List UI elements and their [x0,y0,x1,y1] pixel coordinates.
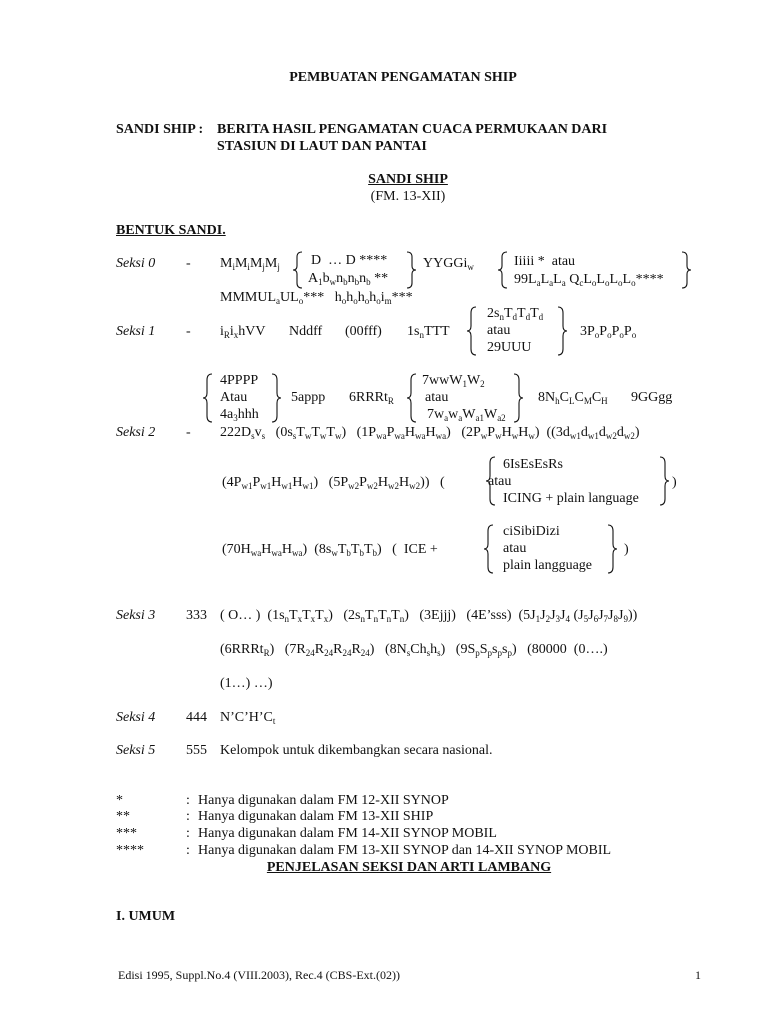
code-group: ) [672,475,677,490]
code-group: $(4P_{w1}P_{w1}H_{w1}H_{w1})$ $(5P_{w2}P_{w2}H_{w2}H_{w2})$) ( [222,475,445,491]
note-separator: : [186,809,190,824]
note-mark: * [116,793,123,808]
seksi-1-label: Seksi 1 [116,324,156,339]
code-group: Nddff [289,324,323,339]
code-group: $M_iM_iM_jM_j$ [220,256,280,272]
code-group: $7w_aw_aW_{a1}W_{a2}$ [427,407,506,423]
code-group: $4a_3hhh$ [220,407,259,423]
code-group: ) [624,542,629,557]
code-group: $99L_aL_aL_a$ $Q_cL_oL_oL_oL_o****$ [514,272,664,288]
left-brace-icon [497,251,509,289]
page-number: 1 [695,968,701,982]
seksi-5-description: Kelompok untuk dikembangkan secara nasional. [220,743,493,758]
left-brace-icon [292,251,304,289]
atau-label: atau [551,254,576,269]
sandi-ship-description-line1: BERITA HASIL PENGAMATAN CUACA PERMUKAAN DARI [217,122,608,137]
left-brace-icon [483,524,495,574]
bentuk-sandi-heading: BENTUK SANDI. [116,223,226,238]
note-text: Hanya digunakan dalam FM 12-XII SYNOP [198,793,449,808]
sandi-ship-description-line2: STASIUN DI LAUT DAN PANTAI [217,139,427,154]
atau-label: atau [487,323,511,338]
left-brace-icon [202,373,214,423]
atau-label: atau [488,474,512,489]
seksi-5-label: Seksi 5 [116,743,156,758]
note-text: Hanya digunakan dalam FM 13-XII SYNOP dan 14-XII SYNOP MOBIL [198,843,612,858]
code-group: $3P_oP_oP_oP_o$ [580,324,637,340]
right-brace-icon [680,251,692,289]
atau-label: Atau [220,390,248,405]
seksi-4-number: 444 [186,710,207,725]
seksi-4-label: Seksi 4 [116,710,156,725]
left-brace-icon [466,306,478,356]
sandi-ship-label: SANDI SHIP : [116,122,204,137]
sandi-ship-subtitle: SANDI SHIP [368,172,448,187]
fm-number: (FM. 13-XII) [370,189,446,204]
code-group: $2s_nT_dT_dT_d$ [487,306,544,322]
atau-label: atau [503,541,527,556]
icing-plain-language: ICING + plain language [503,491,639,506]
code-group: Iiiii * atau [514,254,576,269]
seksi-5-number: 555 [186,743,207,758]
code-group: $A_1b_wn_bn_bn_b$ ** [308,271,389,287]
code-group: (1…) …) [220,676,273,691]
right-brace-icon [270,373,282,423]
code-group: ciSibiDizi [503,524,560,539]
note-mark: *** [116,826,137,841]
penjelasan-heading: PENJELASAN SEKSI DAN ARTI LAMBANG [266,860,552,875]
note-mark: **** [116,843,144,858]
code-group: 6IsEsEsRs [503,457,563,472]
document-title: PEMBUATAN PENGAMATAN SHIP [289,70,517,85]
footer-edition: Edisi 1995, Suppl.No.4 (VIII.2003), Rec.4 (CBS-Ext.(02)) [118,968,400,982]
code-group: D … D **** [311,253,388,268]
code-group: 4PPPP [220,373,259,388]
code-group: $7wwW_1W_2$ [422,373,485,389]
seksi-3-number: 333 [186,608,207,623]
note-text: Hanya digunakan dalam FM 13-XII SHIP [198,809,434,824]
right-brace-icon [658,456,670,506]
code-group: $1s_nTTT$ [407,324,450,340]
seksi-1-dash: - [186,324,191,339]
seksi-0-label: Seksi 0 [116,256,156,271]
note-text: Hanya digunakan dalam FM 14-XII SYNOP MOBIL [198,826,497,841]
code-group: $(70H_{wa}H_{wa}H_{wa})$ $(8s_wT_bT_bT_b)$ ( ICE + [222,542,438,558]
code-group: $222D_sv_s$ $(0s_sT_wT_wT_w)$ $(1P_{wa}P_{wa}H_{wa}H_{wa})$ $(2P_wP_wH_wH_w)$ ($(3d_{w1}d_{w1}d_{w2}d_{w2})$ [220,425,640,441]
right-brace-icon [556,306,568,356]
note-separator: : [186,793,190,808]
seksi-0-dash: - [186,256,191,271]
plain-language: plain langguage [503,558,593,573]
code-group: 29UUU [487,340,532,355]
code-group: 9GGgg [631,390,673,405]
umum-heading: I. UMUM [116,909,176,924]
note-separator: : [186,826,190,841]
code-group: 5appp [291,390,326,405]
right-brace-icon [405,251,417,289]
code-group: (6RRRt$_R$) $(7R_{24}R_{24}R_{24}R_{24})$ $(8N_sCh_sh_s)$ $(9S_pS_ps_ps_p)$ (80000 (0….) [220,642,608,658]
right-brace-icon [606,524,618,574]
seksi-2-dash: - [186,425,191,440]
code-group: $i_Ri_xhVV$ [220,324,266,340]
code-group: ( O… ) $(1s_nT_xT_xT_x)$ $(2s_nT_nT_nT_n)$ (3Ejjj) (4E’sss) ($5J_1J_2J_3J_4$ $(J_5J_6J_7J_8J_9)$) [220,608,638,624]
note-separator: : [186,843,190,858]
atau-label: atau [425,390,449,405]
code-group: YYGGi$_w$ [423,256,474,272]
right-brace-icon [512,373,524,423]
seksi-3-label: Seksi 3 [116,608,156,623]
code-group: $N’C’H’C_t$ [220,710,276,726]
code-group: $MMMUL_aUL_o***$ $h_oh_oh_oh_oi_m***$ [220,290,413,306]
code-group: 6RRRt$_R$ [349,390,394,406]
note-mark: ** [116,809,130,824]
code-group: (00fff) [345,324,382,339]
left-brace-icon [406,373,418,423]
seksi-2-label: Seksi 2 [116,425,156,440]
code-group: $8N_hC_LC_MC_H$ [538,390,608,406]
